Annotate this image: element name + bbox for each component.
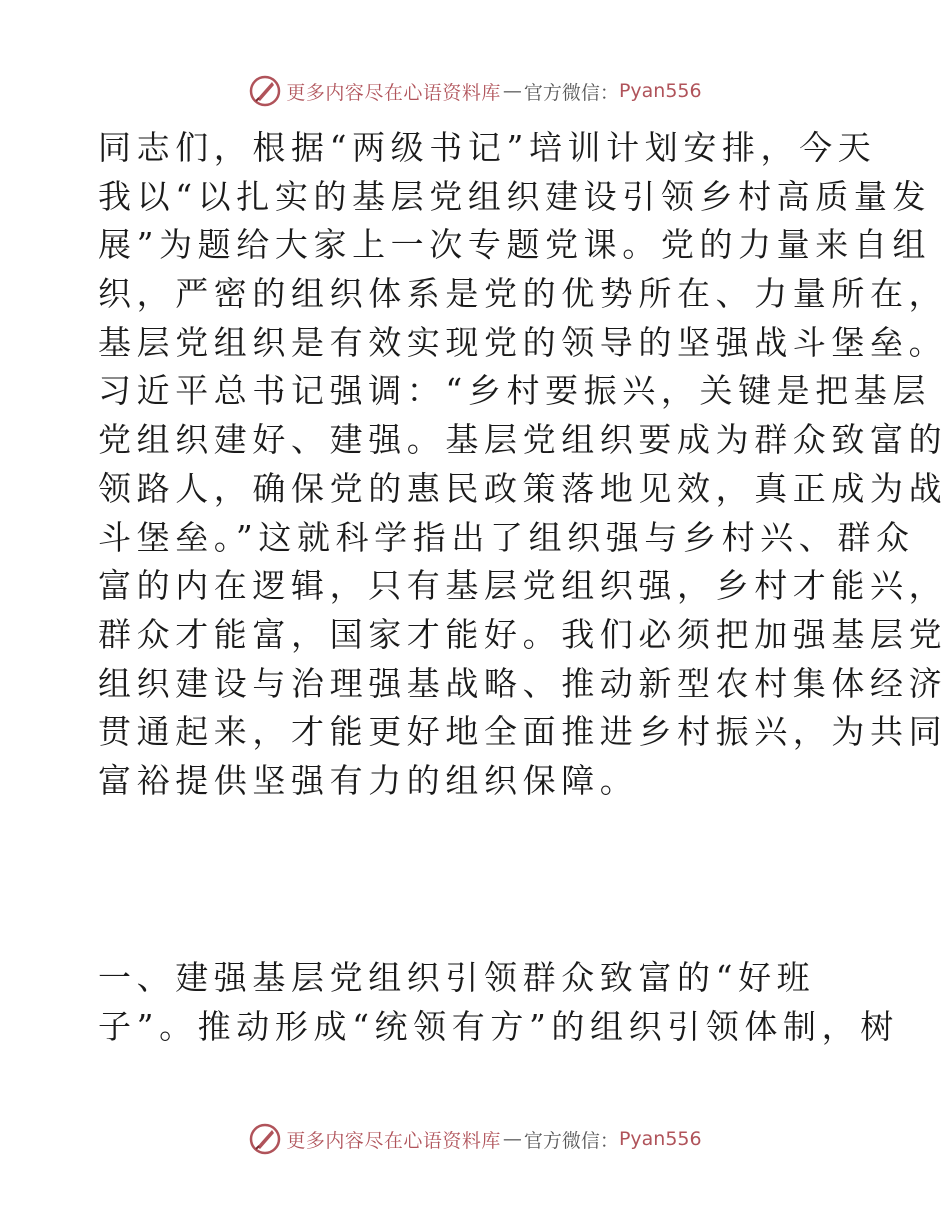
- watermark-separator: —: [502, 80, 522, 102]
- paragraph-line: 群众才能富，国家才能好。我们必须把加强基层党: [98, 614, 948, 654]
- paragraph-line: 同志们，根据“两级书记”培训计划安排，今天: [98, 128, 877, 167]
- quill-logo-icon: [248, 1122, 282, 1156]
- paragraph-line: 贯通起来，才能更好地全面推进乡村振兴，为共同: [98, 712, 948, 752]
- paragraph-line: 织，严密的组织体系是党的优势所在、力量所在，: [98, 274, 948, 314]
- paragraph-line: 基层党组织是有效实现党的领导的坚强战斗堡垒。: [98, 322, 948, 362]
- paragraph-line: 展”为题给大家上一次专题党课。党的力量来自组: [98, 225, 932, 265]
- quill-logo-icon: [248, 74, 282, 108]
- footer-watermark: [0, 1122, 950, 1156]
- section-heading-line: 一、建强基层党组织引领群众致富的“好班: [98, 958, 816, 997]
- section-one-paragraph: [98, 954, 899, 1051]
- paragraph-line: 富的内在逻辑，只有基层党组织强，乡村才能兴，: [98, 566, 948, 606]
- watermark-wechat-id: Pyan556: [618, 80, 702, 102]
- paragraph-line: 富裕提供坚强有力的组织保障。: [98, 760, 639, 800]
- watermark-text: 更多内容尽在心语资料库: [286, 81, 501, 104]
- paragraph-line: 习近平总书记强调：“乡村要振兴，关键是把基层: [98, 371, 932, 411]
- paragraph-line: 子”。推动形成“统领有方”的组织引领体制，树: [98, 1006, 899, 1046]
- paragraph-line: 领路人，确保党的惠民政策落地见效，真正成为战: [98, 468, 948, 508]
- paragraph-line: 组织建设与治理强基战略、推动新型农村集体经济: [98, 663, 948, 703]
- watermark-separator: —: [502, 1128, 522, 1150]
- paragraph-line: 党组织建好、建强。基层党组织要成为群众致富的: [98, 420, 948, 460]
- watermark-wechat-id: Pyan556: [618, 1128, 702, 1150]
- header-watermark: [0, 74, 950, 108]
- paragraph-line: 斗堡垒。”这就科学指出了组织强与乡村兴、群众: [98, 517, 915, 557]
- intro-paragraph: [98, 124, 948, 806]
- watermark-text: 更多内容尽在心语资料库: [286, 1129, 501, 1152]
- paragraph-line: 我以“以扎实的基层党组织建设引领乡村高质量发: [98, 176, 932, 216]
- watermark-wechat-label: 官方微信：: [523, 1129, 619, 1152]
- watermark-wechat-label: 官方微信：: [523, 81, 619, 104]
